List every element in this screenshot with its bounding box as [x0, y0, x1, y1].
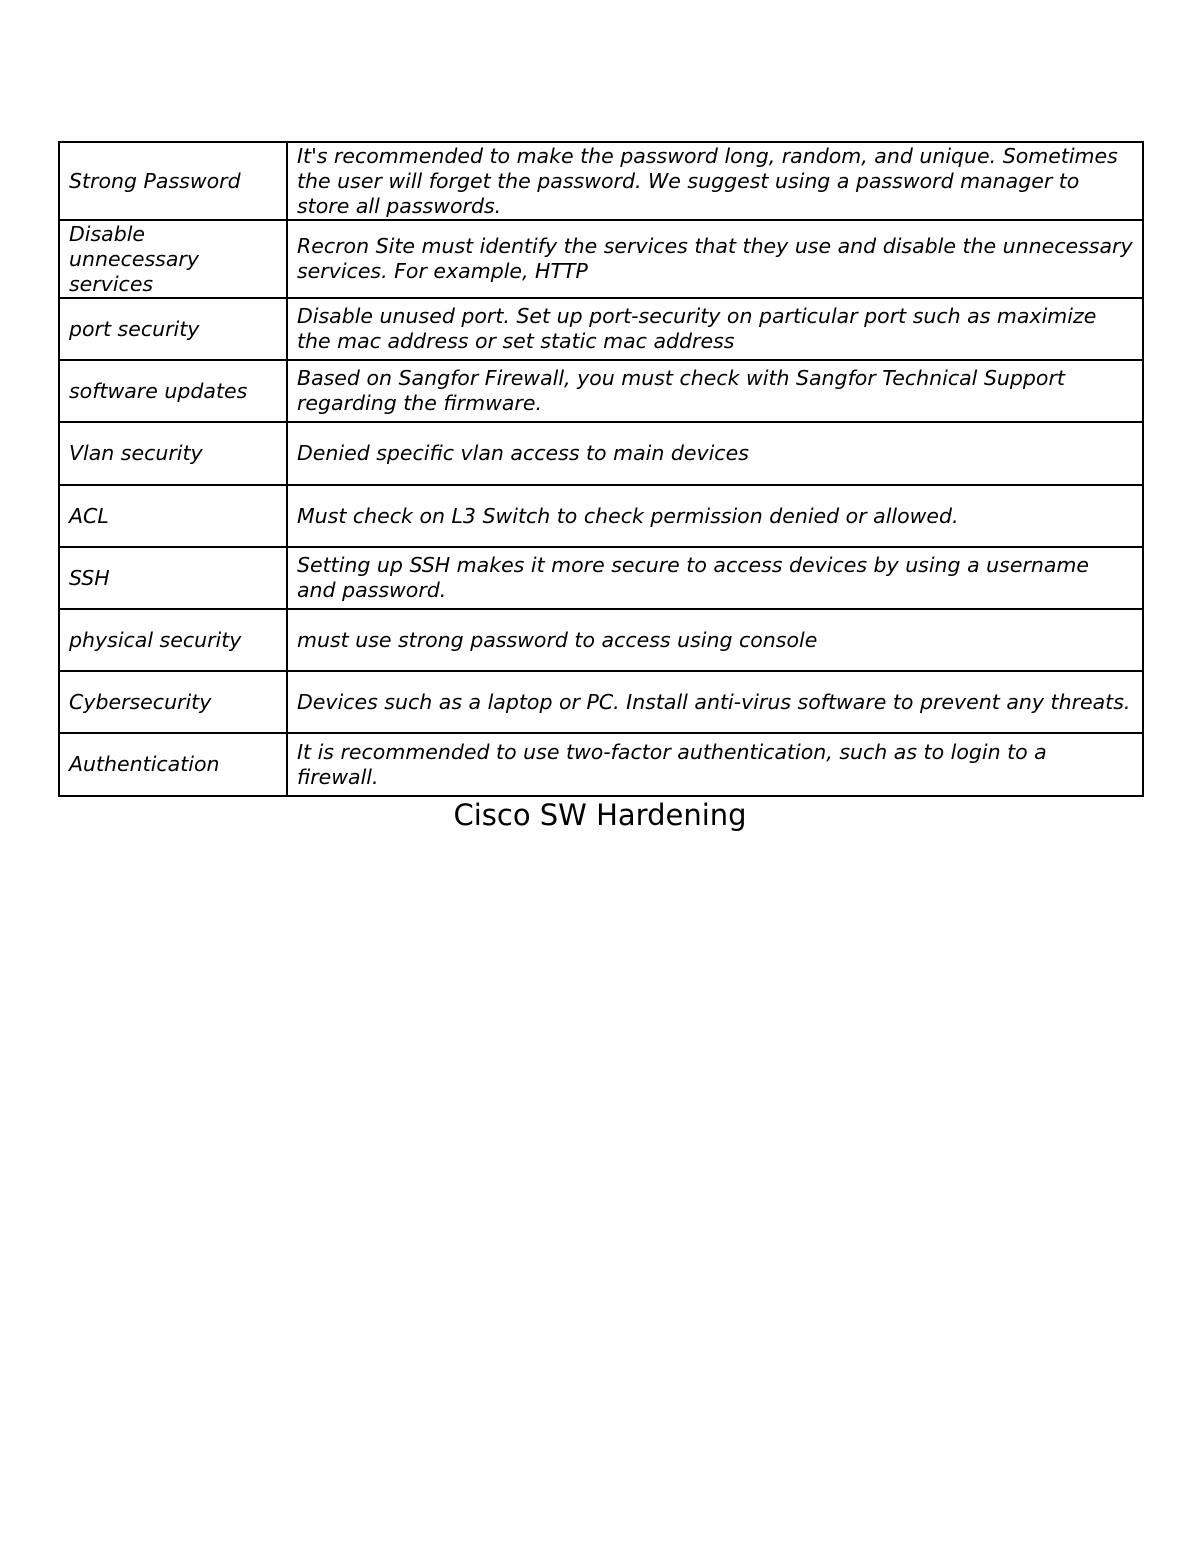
- row-label: Disable unnecessary services: [59, 220, 287, 298]
- table-caption: Cisco SW Hardening: [453, 798, 747, 832]
- table-row: [59, 609, 1143, 671]
- row-description: Disable unused port. Set up port-security on particular port such as maximize the mac address or set static mac address: [287, 298, 1143, 360]
- row-label: SSH: [59, 547, 287, 609]
- table-row: [59, 360, 1143, 422]
- table-row: [59, 422, 1143, 485]
- hardening-sheet: [58, 141, 1142, 797]
- table-row: [59, 220, 1143, 298]
- row-description: Denied specific vlan access to main devices: [287, 422, 1143, 485]
- row-description: Devices such as a laptop or PC. Install anti-virus software to prevent any threats.: [287, 671, 1143, 733]
- row-label: ACL: [59, 485, 287, 547]
- row-description: Based on Sangfor Firewall, you must check with Sangfor Technical Support regarding the firmware.: [287, 360, 1143, 422]
- row-label: Cybersecurity: [59, 671, 287, 733]
- row-label: port security: [59, 298, 287, 360]
- table-row: [59, 485, 1143, 547]
- row-label: Vlan security: [59, 422, 287, 485]
- row-description: Must check on L3 Switch to check permission denied or allowed.: [287, 485, 1143, 547]
- row-label: software updates: [59, 360, 287, 422]
- row-description: Setting up SSH makes it more secure to access devices by using a username and password.: [287, 547, 1143, 609]
- table-row: [59, 733, 1143, 796]
- row-label: Authentication: [59, 733, 287, 796]
- table-row: [59, 142, 1143, 220]
- row-description: Recron Site must identify the services that they use and disable the unnecessary services. For example, HTTP: [287, 220, 1143, 298]
- row-description: It's recommended to make the password long, random, and unique. Sometimes the user will forget the password. We suggest using a password manager to store all passwords.: [287, 142, 1143, 220]
- hardening-table: [58, 141, 1144, 797]
- row-label: Strong Password: [59, 142, 287, 220]
- row-label: physical security: [59, 609, 287, 671]
- table-row: [59, 298, 1143, 360]
- row-description: must use strong password to access using console: [287, 609, 1143, 671]
- table-row: [59, 547, 1143, 609]
- row-description: It is recommended to use two-factor authentication, such as to login to a firewall.: [287, 733, 1143, 796]
- table-row: [59, 671, 1143, 733]
